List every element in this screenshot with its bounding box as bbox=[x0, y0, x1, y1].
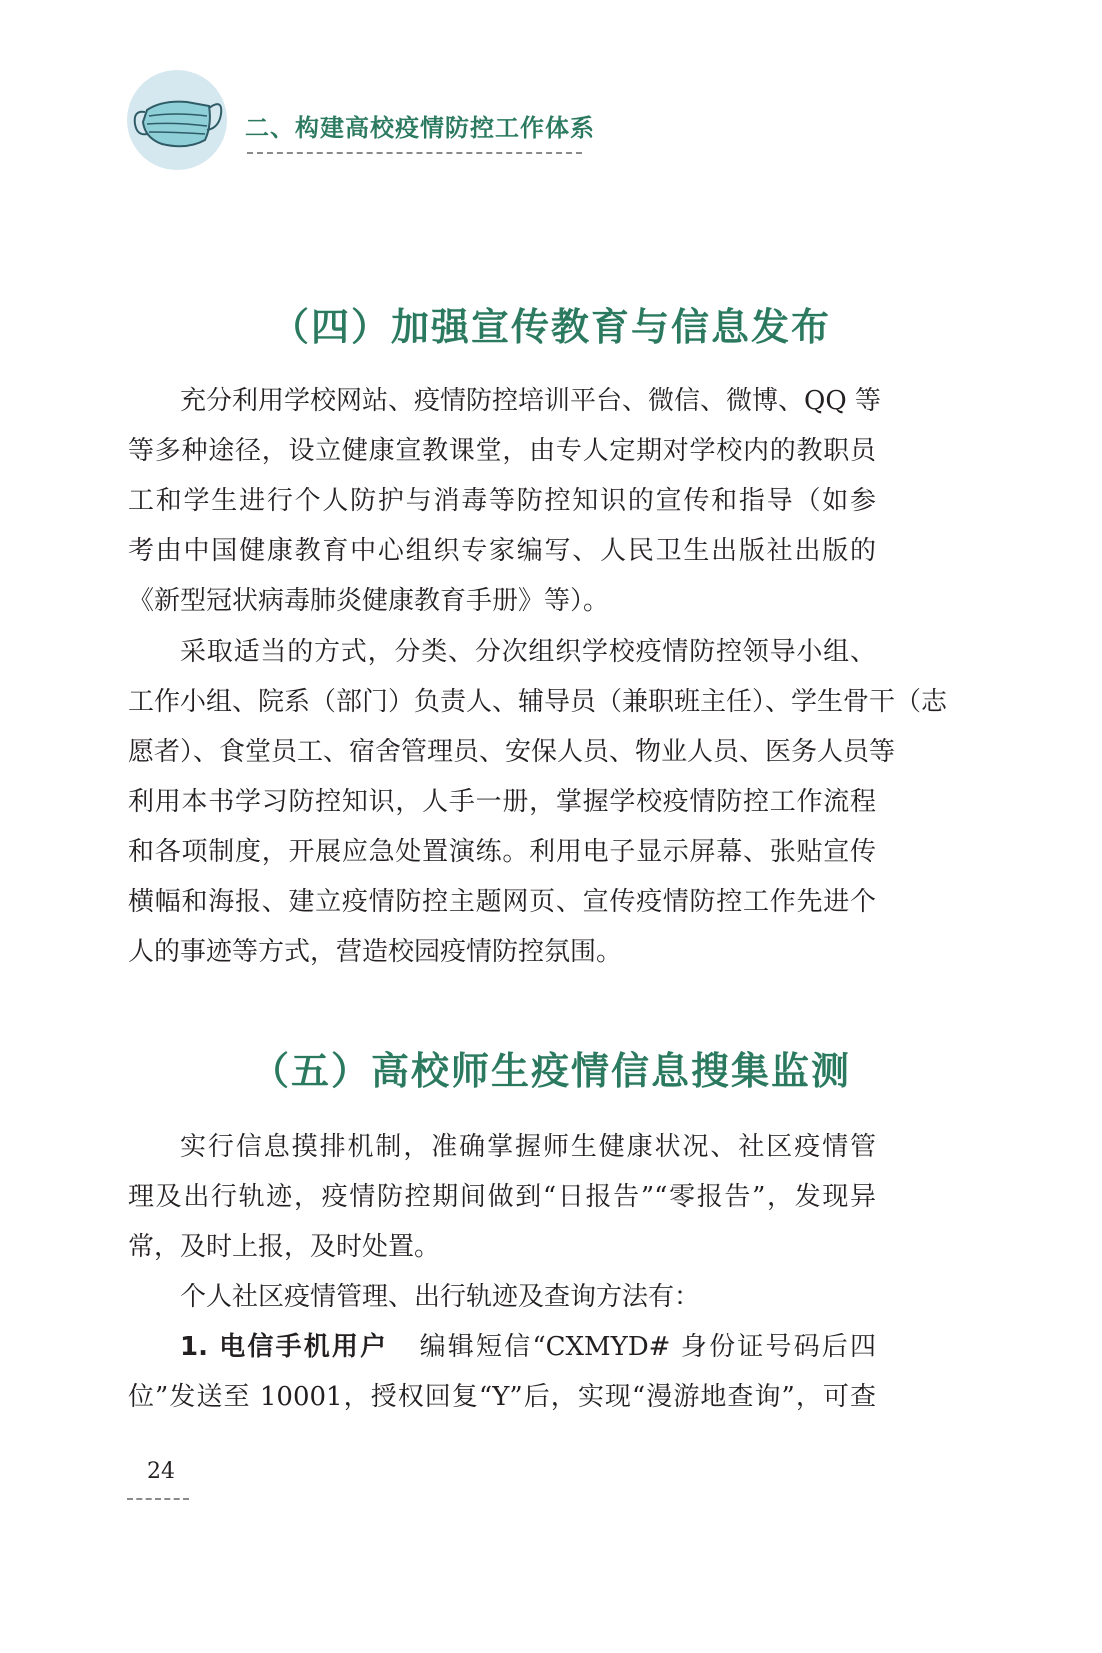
text-line: 横幅和海报、建立疫情防控主题网页、宣传疫情防控工作先进个 bbox=[128, 887, 876, 917]
section-5-paragraph-2 bbox=[128, 1272, 876, 1322]
header-divider bbox=[247, 152, 582, 154]
text-line: 人的事迹等方式，营造校园疫情防控氛围。 bbox=[128, 937, 623, 967]
text-line: 利用本书学习防控知识，人手一册，掌握学校疫情防控工作流程 bbox=[128, 787, 876, 817]
text-line: 理及出行轨迹，疫情防控期间做到“日报告”“零报告”，发现异 bbox=[128, 1182, 876, 1212]
section-4-paragraph-1 bbox=[128, 376, 881, 626]
section-4-heading: （四）加强宣传教育与信息发布 bbox=[270, 304, 831, 349]
text-line: 愿者）、食堂员工、宿舍管理员、安保人员、物业人员、医务人员等 bbox=[128, 737, 896, 767]
section-5-paragraph-3 bbox=[128, 1322, 876, 1422]
text-line bbox=[128, 1322, 876, 1372]
list-item-label: 1. 电信手机用户 bbox=[180, 1332, 389, 1362]
footer-divider bbox=[127, 1498, 189, 1500]
text-line: 工作小组、院系（部门）负责人、辅导员（兼职班主任）、学生骨干（志 bbox=[128, 687, 948, 717]
page-number: 24 bbox=[147, 1459, 175, 1484]
text-line: 常，及时上报，及时处置。 bbox=[128, 1232, 441, 1262]
text-line: 位”发送至 10001，授权回复“Y”后，实现“漫游地查询”，可查 bbox=[128, 1382, 876, 1412]
text-line: 考由中国健康教育中心组织专家编写、人民卫生出版社出版的 bbox=[128, 536, 876, 566]
text-line: 工和学生进行个人防护与消毒等防控知识的宣传和指导（如参 bbox=[128, 486, 876, 516]
running-header bbox=[127, 70, 597, 170]
section-4-paragraph-2 bbox=[128, 627, 948, 977]
text-line: 和各项制度，开展应急处置演练。利用电子显示屏幕、张贴宣传 bbox=[128, 837, 876, 867]
section-5-paragraph-1 bbox=[128, 1122, 876, 1272]
section-5-heading: （五）高校师生疫情信息搜集监测 bbox=[250, 1048, 851, 1093]
text-line: 采取适当的方式，分类、分次组织学校疫情防控领导小组、 bbox=[180, 637, 876, 667]
chapter-title: 二、构建高校疫情防控工作体系 bbox=[245, 113, 595, 142]
text-line: 等多种途径，设立健康宣教课堂，由专人定期对学校内的教职员 bbox=[128, 436, 876, 466]
list-item-text: 编辑短信“CXMYD# 身份证号码后四 bbox=[419, 1332, 876, 1362]
face-mask-icon bbox=[127, 70, 227, 170]
text-line: 充分利用学校网站、疫情防控培训平台、微信、微博、QQ 等 bbox=[180, 386, 881, 416]
text-line: 个人社区疫情管理、出行轨迹及查询方法有： bbox=[180, 1282, 701, 1312]
text-line: 实行信息摸排机制，准确掌握师生健康状况、社区疫情管 bbox=[180, 1132, 876, 1162]
text-line: 《新型冠状病毒肺炎健康教育手册》等）。 bbox=[128, 586, 610, 616]
